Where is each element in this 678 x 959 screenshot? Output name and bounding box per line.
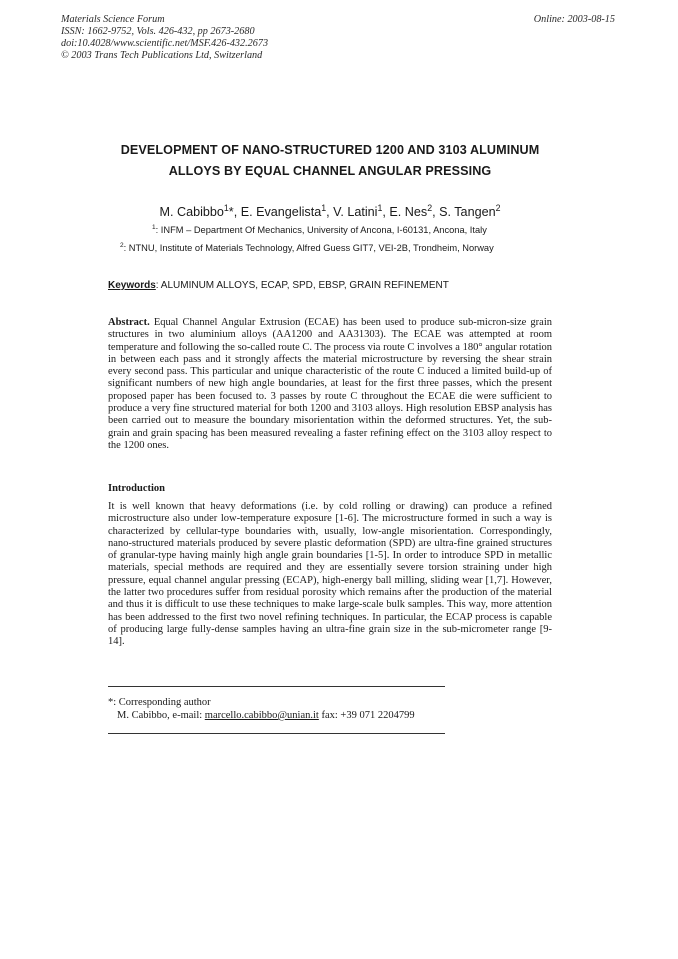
paper-title xyxy=(60,140,600,182)
issn-line: ISSN: 1662-9752, Vols. 426-432, pp 2673-2680 xyxy=(61,26,255,37)
keywords-text: : ALUMINUM ALLOYS, ECAP, SPD, EBSP, GRAIN REFINEMENT xyxy=(155,280,449,291)
affiliation-1: $^1$: INFM – Department Of Mechanics, University of Ancona, I-60131, Ancona, Italy xyxy=(152,223,487,235)
online-date: Online: 2003-08-15 xyxy=(533,14,615,25)
journal-name: Materials Science Forum xyxy=(61,14,165,25)
doi-line: doi:10.4028/www.scientific.net/MSF.426-432.2673 xyxy=(61,38,269,49)
abstract-label: Abstract. xyxy=(108,317,150,328)
title-line-2: ALLOYS BY EQUAL CHANNEL ANGULAR PRESSING xyxy=(168,164,492,178)
copyright-line: © 2003 Trans Tech Publications Ltd, Switzerland xyxy=(61,50,263,61)
email-link[interactable]: marcello.cabibbo@unian.it xyxy=(204,710,319,721)
abstract-text: Equal Channel Angular Extrusion (ECAE) has been used to produce sub-micron-size grain structures in two aluminium alloys (AA1200 and AA31303). The ECAE was attempted at room temperature and following the so-called route C. The process via route C involves a 180° angular rotation in between each pass and it strongly affects the material microstructure by reversing the shear strain every second pass. This particular and unique characteristic of the route C induced a limited build-up of significant numbers of new high angle boundaries, at least for the first three passes, which the present proposed paper has been focused to. 3 passes by route C throughout the ECAE die were sufficient to produce a very fine structured material for both 1200 and 3103 alloys. High resolution EBSP analysis has been carried out to measure the boundary misorientation within the deformed structures. Yet, the sub-grain and grain spacing has been measured revealing a faster refining effect on the 3103 alloy respect to the 1200 ones. xyxy=(108,317,552,451)
footnote-rule-bottom xyxy=(108,733,445,734)
author: E. Nes$^2$, xyxy=(389,202,440,219)
affiliation-2: $^2$: NTNU, Institute of Materials Technology, Alfred Guess GIT7, VEI-2B, Trondheim, Norway xyxy=(120,241,494,253)
author-list xyxy=(60,202,600,219)
introduction-text: It is well known that heavy deformations (i.e. by cold rolling or drawing) can produce a refined microstructure also under low-temperature exposure [1-6]. The microstructure formed in such a way is characterized by cellular-type boundaries with, usually, low-angle misorientation. Correspondingly, nano-structured materials produced by severe plastic deformation (SPD) are ultra-fine grained structures of granular-type having mainly high angle grain boundaries [1-5]. In order to introduce SPD in metallic materials, special methods are required and they are essentially severe torsion straining under high pressure, equal channel angular pressing (ECAP), high-energy ball milling, sliding wear [1,7]. However, the latter two procedures suffer from residual porosity which remains after the production of the material and thus it is difficult to use these techniques to make large-scale bulk samples. This way, more attention has been addressed to the first two novel refining techniques. In particular, the ECAP process is capable of producing large fully-dense samples having an ultra-fine grain size in the sub-micrometer range [9-14]. xyxy=(108,501,552,648)
keywords xyxy=(108,280,449,291)
author: S. Tangen$^2$ xyxy=(439,202,501,219)
author: V. Latini$^1$, xyxy=(333,202,390,219)
journal-header xyxy=(61,14,268,62)
title-line-1: DEVELOPMENT OF NANO-STRUCTURED 1200 AND 3103 ALUMINUM xyxy=(120,143,540,157)
footnote-contact: M. Cabibbo, e-mail: marcello.cabibbo@unian.it fax: +39 071 2204799 xyxy=(117,710,415,721)
introduction-heading: Introduction xyxy=(108,483,165,494)
footnote-rule-top xyxy=(108,686,445,687)
author: E. Evangelista$^1$, xyxy=(240,202,334,219)
author: M. Cabibbo$^1$*, xyxy=(159,202,241,219)
abstract xyxy=(108,317,552,452)
footnote-corresponding: *: Corresponding author xyxy=(108,697,211,708)
keywords-label: Keywords xyxy=(108,280,156,291)
